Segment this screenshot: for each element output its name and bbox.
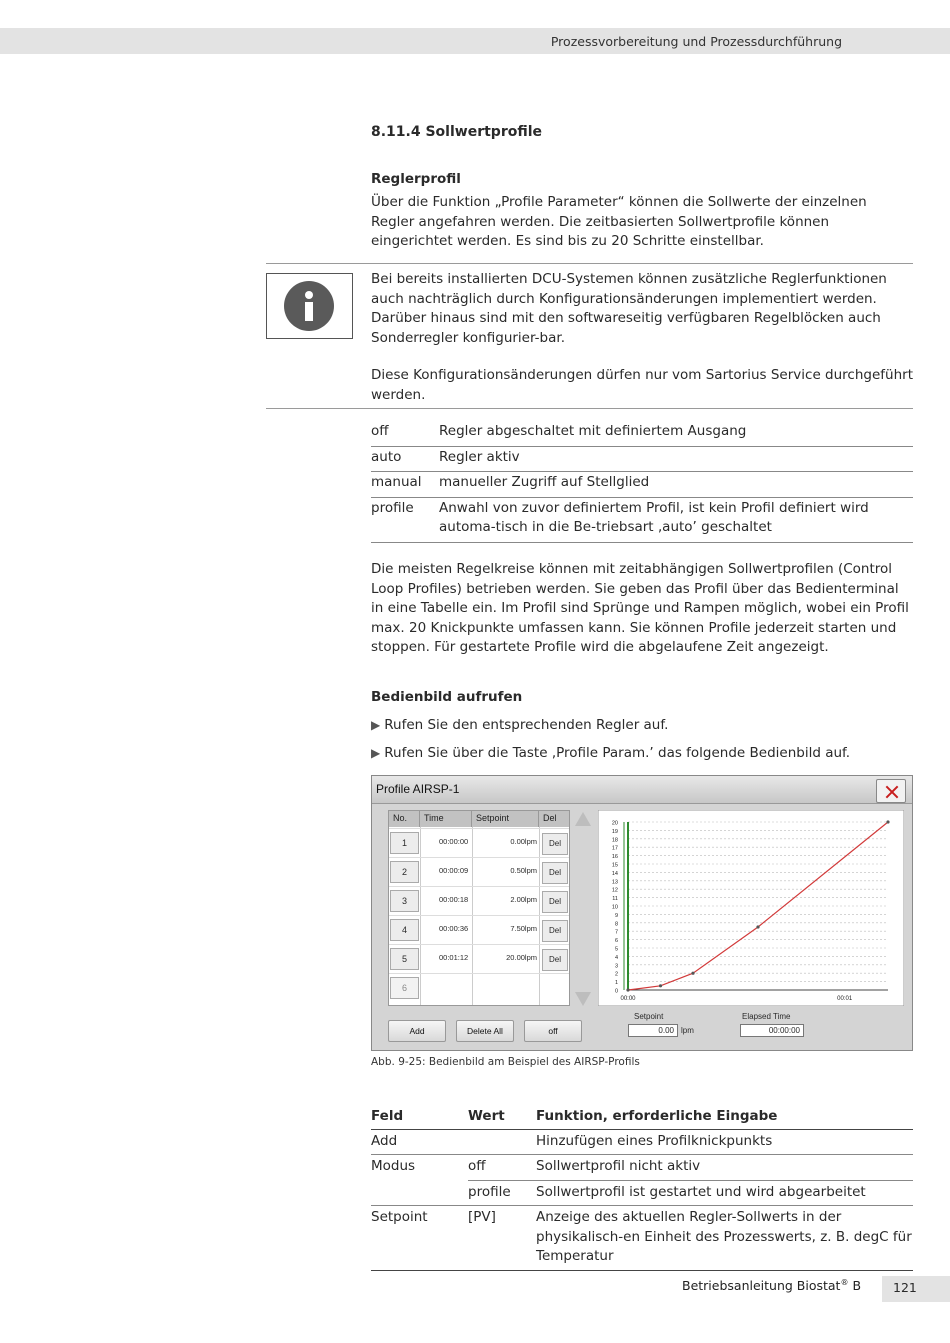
row-time[interactable]: 00:00:36 (439, 924, 469, 933)
profile-point (691, 972, 694, 975)
close-button[interactable] (876, 779, 906, 803)
y-tick-label: 8 (614, 921, 618, 928)
field-value (468, 1129, 536, 1155)
model-name: B (848, 1278, 862, 1294)
row-number-button[interactable]: 3 (390, 890, 419, 912)
note-paragraph-2: Diese Konfigurationsänderungen dürfen nur vom Sartorius Service durchgeführt werden. (371, 367, 913, 403)
mode-desc: Regler abgeschaltet mit definiertem Ausgang (439, 421, 913, 446)
page-number: 121 (882, 1276, 950, 1302)
note-bottom-rule (266, 408, 913, 409)
row-number-button[interactable]: 4 (390, 919, 419, 941)
y-tick-label: 7 (614, 929, 618, 936)
table-row (389, 915, 569, 944)
x-tick-label: 00:01 (837, 996, 853, 1002)
step-1 (371, 717, 668, 733)
registered-mark: ® (840, 1278, 849, 1287)
table-row (389, 944, 569, 973)
mode-key: manual (371, 472, 439, 498)
step-2-text: Rufen Sie über die Taste ‚Profile Param.’ das folgende Bedienbild auf. (384, 745, 851, 761)
add-button[interactable]: Add (388, 1020, 446, 1042)
row-setpoint[interactable]: 0.50lpm (510, 866, 537, 875)
y-tick-label: 5 (614, 946, 618, 953)
table-row (371, 497, 913, 542)
y-tick-label: 10 (611, 904, 618, 911)
elapsed-label: Elapsed Time (742, 1012, 791, 1021)
y-tick-label: 0 (614, 988, 618, 995)
table-row (371, 421, 913, 446)
profiles-paragraph: Die meisten Regelkreise können mit zeitabhängigen Sollwertprofilen (Control Loop Profiles) betrieben werden. Sie geben das Profil über das Bedienterminal in eine Tabelle ein. Im Profil sind Sprünge und Rampen möglich, wobei ein Profil max. 20 Knickpunkte umfassen kann. Sie können Profile jederzeit starten und stoppen. Für gestartete Profile wird die abgelaufene Zeit angezeigt. (371, 561, 909, 655)
scroll-up-icon[interactable] (575, 812, 591, 826)
delete-button[interactable]: Del (542, 833, 568, 855)
delete-button[interactable]: Del (542, 862, 568, 884)
y-tick-label: 16 (611, 854, 618, 861)
note-icon-box (266, 273, 353, 339)
row-setpoint[interactable]: 2.00lpm (510, 895, 537, 904)
profile-point (886, 820, 889, 823)
note-top-rule (266, 263, 913, 264)
col-del: Del (539, 811, 569, 827)
info-icon (284, 281, 334, 331)
elapsed-value: 00:00:00 (740, 1024, 804, 1037)
row-time[interactable]: 00:00:00 (439, 837, 469, 846)
table-row (389, 973, 569, 1002)
table-row (371, 472, 913, 498)
y-tick-label: 17 (611, 845, 618, 852)
profile-point (756, 925, 759, 928)
screen-title-bar (372, 776, 912, 804)
scroll-down-icon[interactable] (575, 992, 591, 1006)
table-row (371, 1180, 913, 1206)
screen-title: Profile AIRSP-1 (376, 782, 460, 796)
setpoint-unit: lpm (681, 1026, 694, 1035)
field-desc: Hinzufügen eines Profilknickpunkts (536, 1129, 913, 1155)
row-time[interactable]: 00:00:18 (439, 895, 469, 904)
chart-background (598, 810, 904, 1006)
field-value: profile (468, 1180, 536, 1206)
row-number-button[interactable]: 2 (390, 861, 419, 883)
head-field: Feld (371, 1107, 468, 1129)
x-tick-label: 00:00 (620, 996, 636, 1002)
page-header (0, 28, 950, 54)
mode-key: profile (371, 497, 439, 542)
y-tick-label: 2 (614, 971, 618, 978)
field-desc: Sollwertprofil ist gestartet und wird abgearbeitet (536, 1180, 913, 1206)
profile-point (626, 988, 629, 991)
footer-manual (682, 1278, 861, 1293)
row-setpoint[interactable]: 20.00lpm (506, 953, 537, 962)
table-row (389, 886, 569, 915)
triangle-right-icon: ▶ (371, 718, 381, 732)
field-desc: Anzeige des aktuellen Regler-Sollwerts in der physikalisch-en Einheit des Prozesswerts, z. B. degC für Temperatur (536, 1206, 913, 1271)
head-value: Wert (468, 1107, 536, 1129)
field-name: Add (371, 1129, 468, 1155)
table-row (371, 1129, 913, 1155)
delete-all-button[interactable]: Delete All (456, 1020, 514, 1042)
mode-desc: Anwahl von zuvor definiertem Profil, ist kein Profil definiert wird automa-tisch in die Be-triebsart ‚auto’ geschaltet (439, 497, 913, 542)
fields-table (371, 1107, 913, 1271)
note-paragraph-1: Bei bereits installierten DCU-Systemen können zusätzliche Reglerfunktionen auch nachträglich durch Konfigurationsänderungen implementiert werden. Darüber hinaus sind mit den softwareseitig verfügbaren Regelblöcken auch Sonderregler konfigurier-bar. (371, 271, 887, 346)
y-tick-label: 19 (611, 828, 618, 835)
table-row (389, 857, 569, 886)
row-time[interactable]: 00:01:12 (439, 953, 469, 962)
row-setpoint[interactable]: 0.00lpm (510, 837, 537, 846)
y-tick-label: 6 (614, 938, 618, 945)
subsection-title: Reglerprofil (371, 171, 461, 187)
mode-key: auto (371, 446, 439, 472)
table-scrollbar[interactable] (574, 812, 592, 1006)
y-tick-label: 1 (614, 980, 618, 987)
table-row (371, 1155, 913, 1181)
row-setpoint[interactable]: 7.50lpm (510, 924, 537, 933)
field-value: off (468, 1155, 536, 1181)
triangle-right-icon: ▶ (371, 746, 381, 760)
y-tick-label: 11 (612, 896, 618, 903)
intro-paragraph: Über die Funktion „Profile Parameter“ können die Sollwerte der einzelnen Regler angefahren werden. Die zeitbasierten Sollwertprofile können eingerichtet werden. Es sind bis zu 20 Schritte einstellbar. (371, 194, 867, 249)
table-header (371, 1107, 913, 1129)
mode-desc: manueller Zugriff auf Stellglied (439, 472, 913, 498)
head-function: Funktion, erforderliche Eingabe (536, 1107, 913, 1129)
chapter-title: Prozessvorbereitung und Prozessdurchführung (550, 34, 842, 49)
table-row (371, 446, 913, 472)
profile-chart (598, 810, 904, 1006)
table-row (389, 828, 569, 857)
y-tick-label: 18 (611, 837, 618, 844)
off-button[interactable]: off (524, 1020, 582, 1042)
y-tick-label: 20 (611, 820, 618, 827)
y-tick-label: 15 (611, 862, 618, 869)
manual-name: Betriebsanleitung Biostat (682, 1278, 841, 1294)
profile-point (659, 984, 662, 987)
field-value: [PV] (468, 1206, 536, 1271)
y-tick-label: 12 (611, 887, 618, 894)
figure-caption: Abb. 9-25: Bedienbild am Beispiel des AIRSP-Profils (371, 1056, 640, 1068)
field-name: Modus (371, 1158, 416, 1174)
col-time: Time (420, 811, 472, 827)
y-tick-label: 3 (614, 963, 618, 970)
col-setpoint: Setpoint (472, 811, 539, 827)
y-tick-label: 9 (614, 912, 618, 919)
profile-screen (371, 775, 913, 1051)
section-title: 8.11.4 Sollwertprofile (371, 124, 543, 140)
profile-table (388, 810, 570, 1006)
step-2 (371, 745, 850, 761)
row-number-button[interactable]: 6 (390, 977, 419, 999)
field-desc: Sollwertprofil nicht aktiv (536, 1155, 913, 1181)
field-name: Setpoint (371, 1206, 468, 1271)
field-name (371, 1180, 468, 1206)
y-tick-label: 4 (614, 954, 618, 961)
delete-button[interactable]: Del (542, 949, 568, 971)
delete-button[interactable]: Del (542, 920, 568, 942)
mode-key: off (371, 421, 439, 446)
table-row (371, 1206, 913, 1271)
delete-button[interactable]: Del (542, 891, 568, 913)
y-tick-label: 13 (611, 879, 618, 886)
row-number-button[interactable]: 5 (390, 948, 419, 970)
mode-desc: Regler aktiv (439, 446, 913, 472)
row-number-button[interactable]: 1 (390, 832, 419, 854)
call-title: Bedienbild aufrufen (371, 689, 523, 705)
row-time[interactable]: 00:00:09 (439, 866, 469, 875)
col-no: No. (389, 811, 420, 827)
setpoint-label: Setpoint (634, 1012, 664, 1021)
step-1-text: Rufen Sie den entsprechenden Regler auf. (384, 717, 669, 733)
y-tick-label: 14 (611, 870, 618, 877)
setpoint-value: 0.00 (628, 1024, 678, 1037)
modes-table (371, 421, 913, 543)
